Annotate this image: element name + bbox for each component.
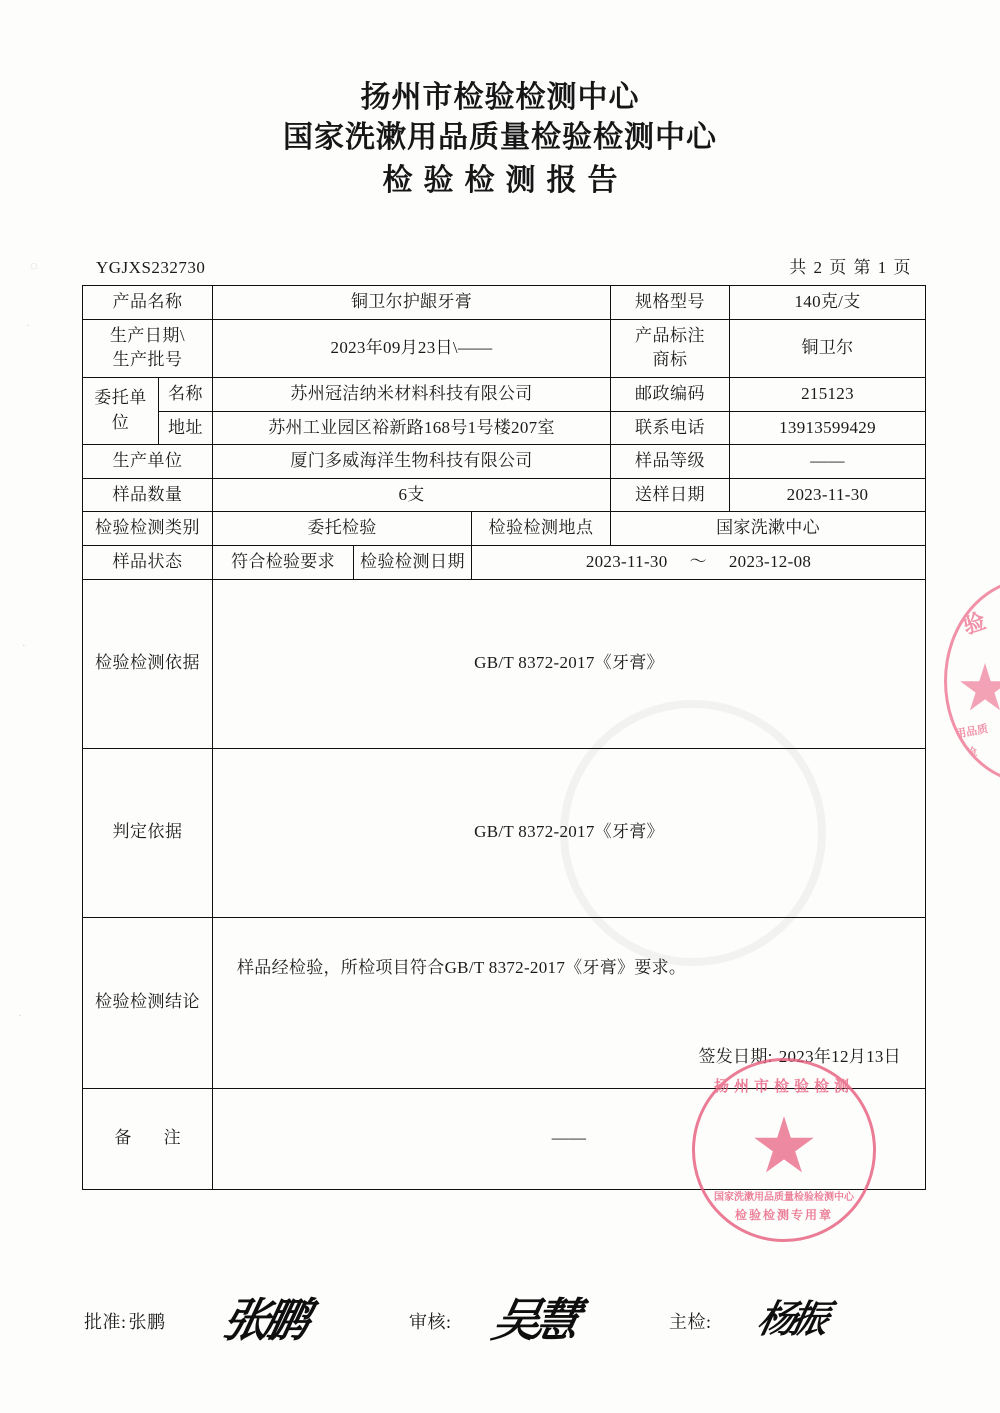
judge-basis-label: 判定依据 (83, 748, 213, 917)
production-date-label-line1: 生产日期\ (109, 325, 186, 345)
sample-grade-label: 样品等级 (611, 445, 730, 479)
edge-seal-text1: 用品质 (954, 723, 989, 741)
conclusion-wrapper (219, 922, 919, 1084)
production-date-label-line2: 生产批号 (112, 350, 183, 370)
conclusion-cell (213, 917, 926, 1088)
approver-handwritten-signature: 张鹏 (217, 1293, 310, 1347)
report-table (82, 285, 926, 1190)
table-row (83, 1088, 926, 1189)
reviewer-group (409, 1308, 454, 1334)
seal-bottom-text2: 检验检测专用章 (734, 1208, 833, 1222)
report-number: YGJXS232730 (96, 258, 206, 277)
sample-date-label: 送样日期 (611, 478, 730, 512)
client-name-value: 苏州冠洁纳米材料科技有限公司 (213, 377, 611, 411)
inspector-label: 主检: (669, 1312, 712, 1332)
table-row (83, 445, 926, 479)
postcode-value: 215123 (730, 377, 926, 411)
test-date-start: 2023-11-30 (585, 552, 668, 572)
remark-label (83, 1088, 213, 1189)
judge-basis-value: GB/T 8372-2017《牙膏》 (213, 748, 926, 917)
seal-bottom-text: 国家洗漱用品质量检验检测中心 (714, 1192, 854, 1203)
table-row (83, 319, 926, 377)
remark-label-text: 备 注 (114, 1128, 195, 1148)
org-name-line1: 扬州市检验检测中心 (360, 81, 640, 114)
sample-date-value: 2023-11-30 (730, 478, 926, 512)
edge-seal-partial (944, 578, 1000, 784)
approver-group (84, 1308, 166, 1334)
report-meta-row (96, 253, 926, 278)
table-row (83, 377, 926, 411)
page-indicator: 共 2 页 第 1 页 (789, 258, 912, 277)
edge-seal-char: 验 (959, 608, 989, 639)
sample-qty-label: 样品数量 (83, 478, 213, 512)
conclusion-label: 检验检测结论 (83, 917, 213, 1088)
test-basis-value: GB/T 8372-2017《牙膏》 (213, 579, 926, 748)
postcode-label: 邮政编码 (611, 377, 730, 411)
product-name-label: 产品名称 (83, 286, 213, 320)
trademark-label-line1: 产品标注 (635, 325, 705, 345)
edge-seal-text2: 验检 (954, 746, 979, 762)
table-row (83, 512, 926, 546)
table-row (83, 748, 926, 917)
trademark-value: 铜卫尔 (730, 319, 926, 377)
table-row (83, 917, 926, 1088)
test-date-range (472, 546, 926, 580)
client-address-label: 地址 (159, 411, 213, 445)
test-location-value: 国家洗漱中心 (611, 512, 926, 546)
issue-date-group (698, 1045, 901, 1070)
date-range-separator: ～ (689, 552, 707, 572)
test-category-value: 委托检验 (213, 512, 472, 546)
test-basis-label: 检验检测依据 (83, 579, 213, 748)
page-title: 检验检测报告 (382, 164, 629, 197)
phone-label: 联系电话 (611, 411, 730, 445)
table-row (83, 478, 926, 512)
table-row (83, 411, 926, 445)
test-location-label: 检验检测地点 (472, 512, 611, 546)
remark-value: —— (213, 1088, 926, 1189)
approver-name: 张鹏 (128, 1312, 166, 1332)
trademark-label (611, 319, 730, 377)
issue-date-label: 签发日期: (698, 1047, 773, 1067)
table-row (83, 286, 926, 320)
red-star-icon (959, 663, 1000, 715)
spec-label: 规格型号 (611, 286, 730, 320)
table-row (83, 579, 926, 748)
approver-label: 批准: (84, 1312, 127, 1332)
table-row (83, 546, 926, 580)
inspector-group (669, 1308, 714, 1334)
product-name-value: 铜卫尔护龈牙膏 (213, 286, 611, 320)
document-heading (0, 78, 1000, 204)
manufacturer-value: 厦门多威海洋生物科技有限公司 (213, 445, 611, 479)
test-date-end: 2023-12-08 (728, 552, 812, 572)
org-name-line2: 国家洗漱用品质量检验检测中心 (283, 121, 717, 154)
sample-qty-value: 6支 (213, 478, 611, 512)
sample-status-label: 样品状态 (83, 546, 213, 580)
scan-artifact: ◌ (30, 258, 38, 273)
spec-value: 140克/支 (730, 286, 926, 320)
scan-artifact: · (22, 640, 26, 652)
production-date-value: 2023年09月23日\—— (213, 319, 611, 377)
scan-artifact: · (18, 1010, 22, 1022)
test-category-label: 检验检测类别 (83, 512, 213, 546)
signature-footer (84, 1293, 934, 1366)
reviewer-label: 审核: (409, 1312, 452, 1332)
production-date-label (83, 319, 213, 377)
seal-top-text: 扬州市检验检测 (713, 1079, 854, 1095)
conclusion-value: 样品经检验，所检项目符合GB/T 8372-2017《牙膏》要求。 (237, 957, 687, 977)
client-address-value: 苏州工业园区裕新路168号1号楼207室 (213, 411, 611, 445)
client-name-label: 名称 (159, 377, 213, 411)
test-date-label: 检验检测日期 (354, 546, 472, 580)
sample-grade-value: —— (730, 445, 926, 479)
inspector-handwritten-signature: 杨振 (753, 1296, 828, 1341)
trademark-label-line2: 商标 (652, 350, 688, 370)
phone-value: 13913599429 (730, 411, 926, 445)
manufacturer-label: 生产单位 (83, 445, 213, 479)
issue-date-value: 2023年12月13日 (778, 1047, 901, 1067)
sample-status-value: 符合检验要求 (213, 546, 354, 580)
reviewer-handwritten-signature: 吴慧 (487, 1293, 580, 1347)
scan-artifact: · (26, 320, 30, 332)
client-unit-label: 委托单位 (83, 377, 159, 444)
